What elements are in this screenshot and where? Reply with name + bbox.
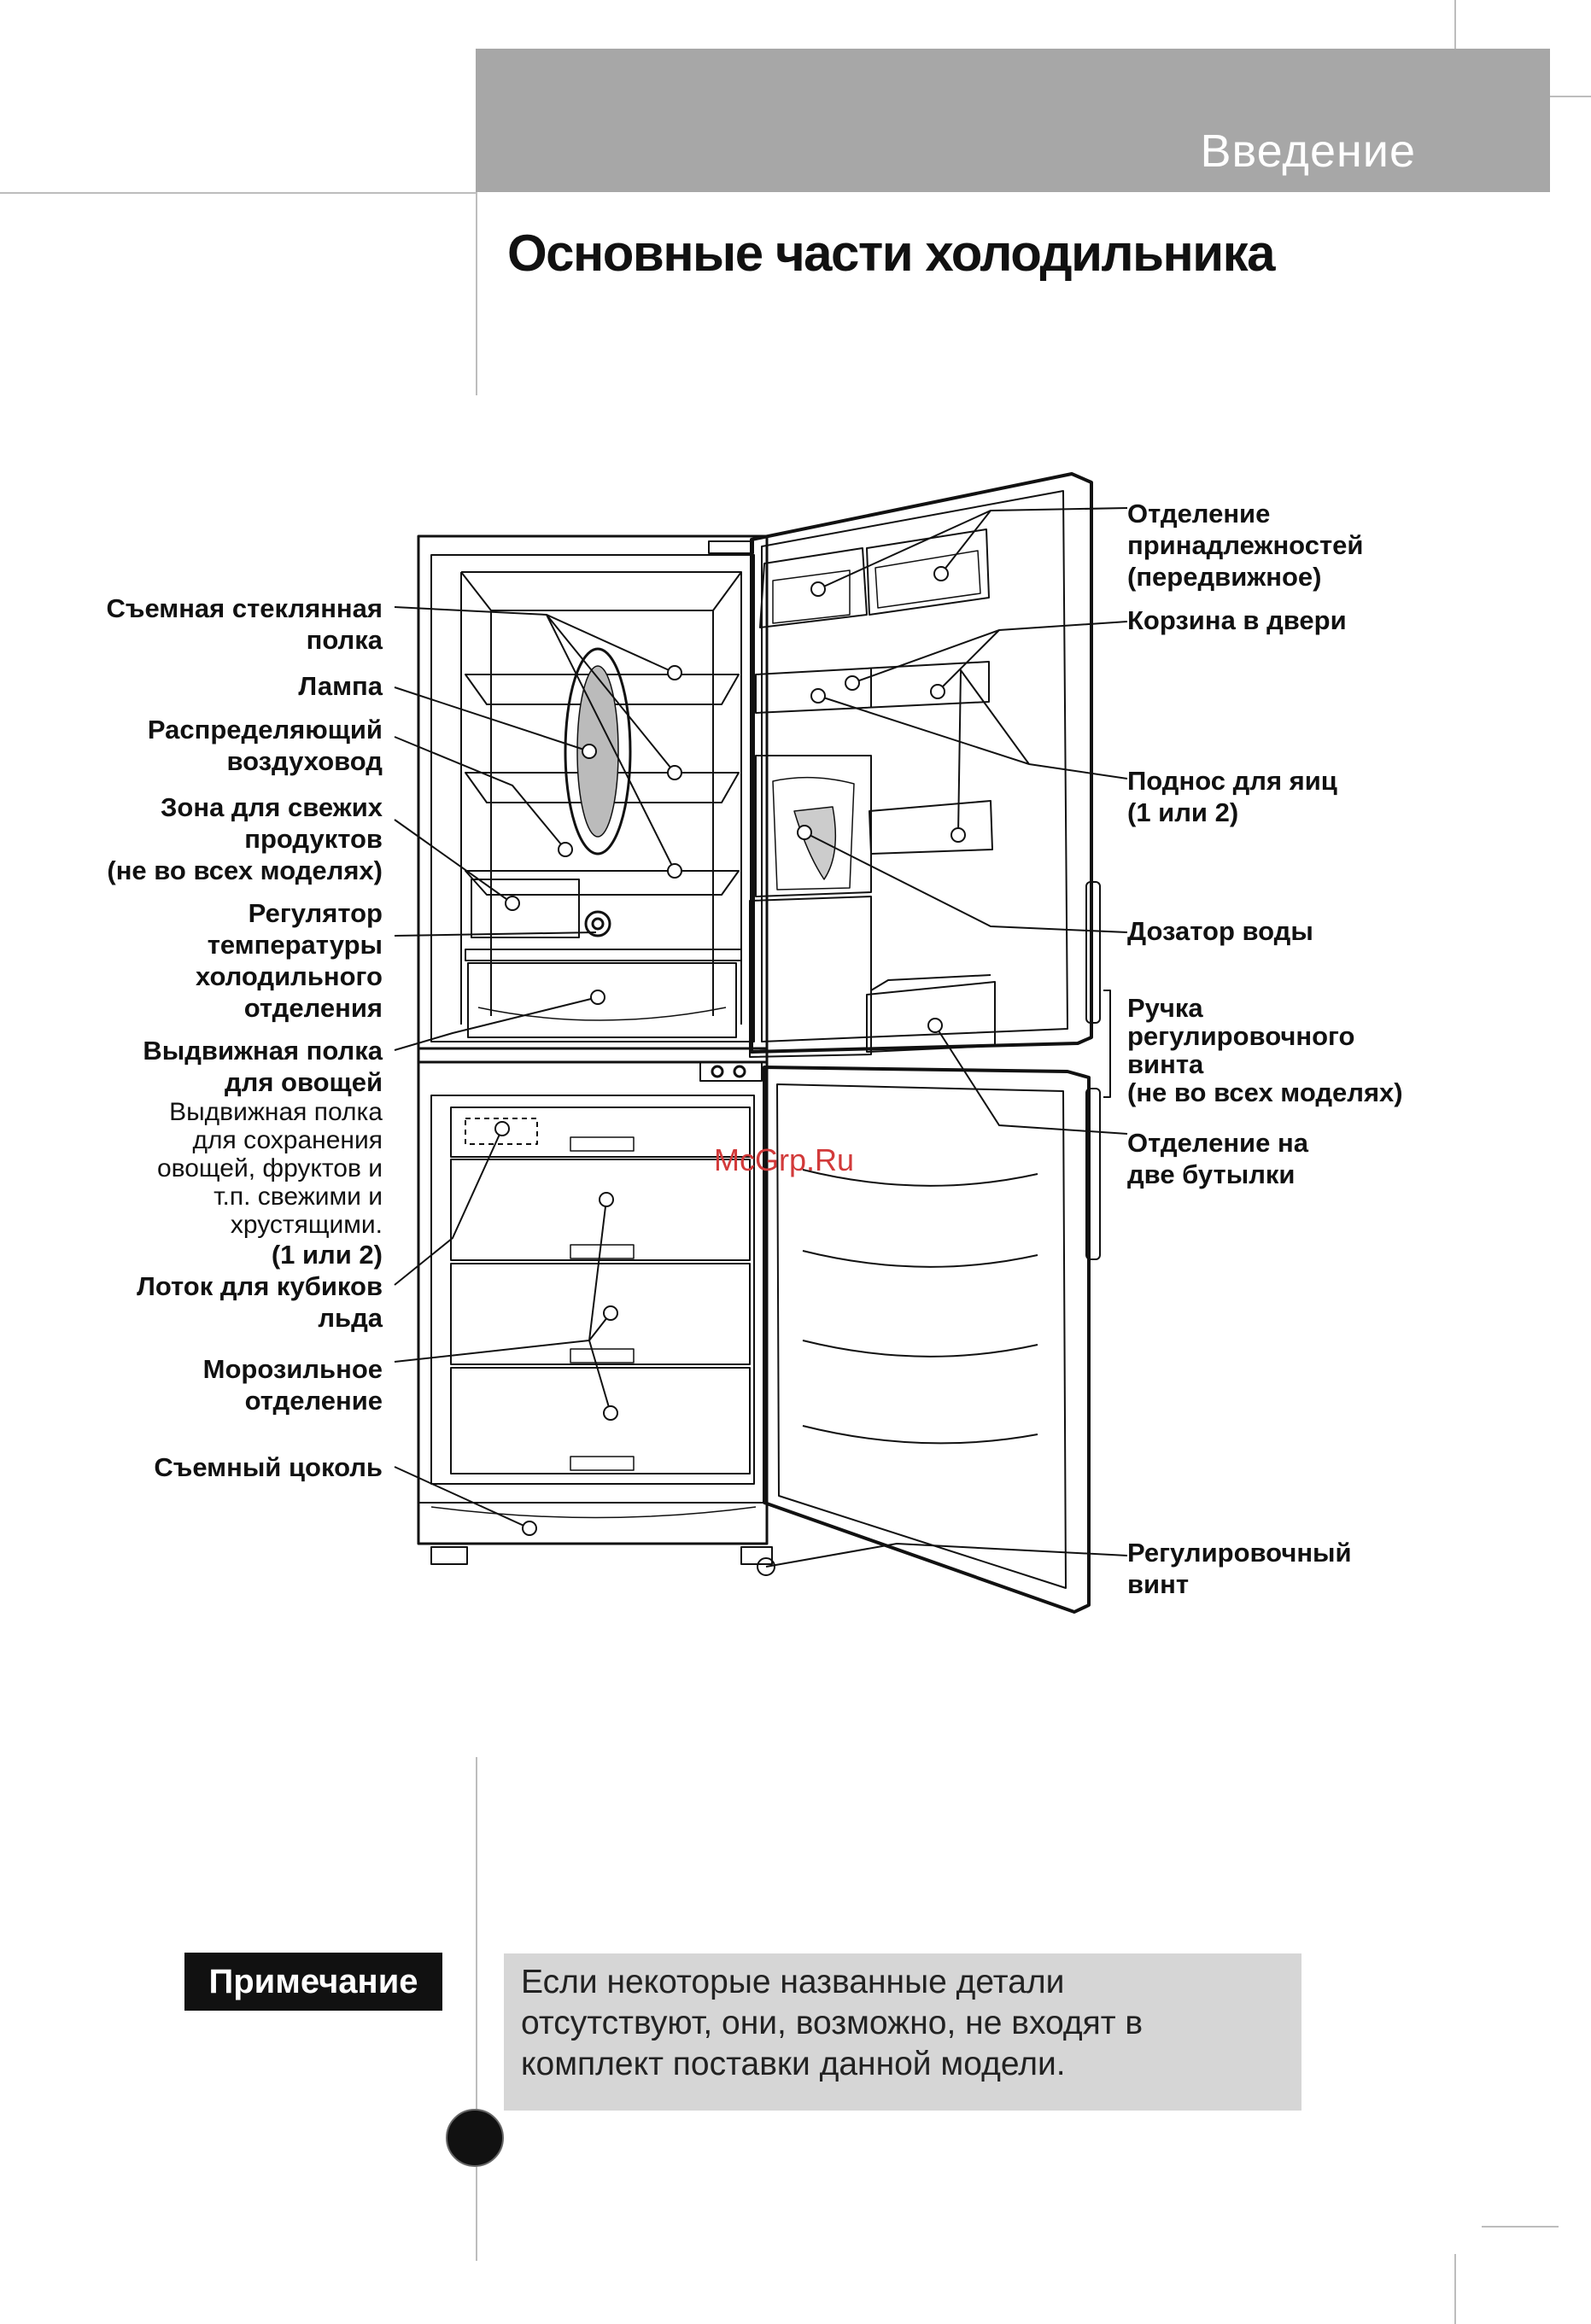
label-fresh-zone: Зона для свежих продуктов (не во всех моделях) bbox=[107, 792, 383, 885]
label-ice-tray: Лоток для кубиков льда bbox=[137, 1271, 383, 1333]
note-badge: Примечание bbox=[184, 1953, 442, 2011]
label-bottle-compartment: Отделение на две бутылки bbox=[1127, 1128, 1308, 1189]
page-marker-dot bbox=[446, 2109, 504, 2167]
freezer-compartment bbox=[431, 1095, 754, 1484]
plinth bbox=[418, 1503, 767, 1544]
label-lamp: Лампа bbox=[298, 671, 383, 701]
label-door-basket: Корзина в двери bbox=[1127, 605, 1347, 635]
label-plinth: Съемный цоколь bbox=[154, 1452, 383, 1482]
page-title: Основные части холодильника bbox=[507, 225, 1275, 282]
egg-tray bbox=[869, 801, 992, 854]
label-temp-regulator: Регулятор температуры холодильного отделения bbox=[195, 898, 383, 1023]
label-water-dispenser: Дозатор воды bbox=[1127, 916, 1313, 946]
accessory-compartment bbox=[760, 529, 989, 628]
foot bbox=[741, 1547, 772, 1564]
note-text: Если некоторые названные детали отсутствуют, они, возможно, не входят в комплект поставки данной модели. bbox=[521, 1964, 1144, 2082]
label-egg-tray: Поднос для яиц (1 или 2) bbox=[1127, 766, 1337, 827]
label-freezer: Морозильное отделение bbox=[202, 1354, 383, 1416]
door-basket bbox=[756, 662, 989, 713]
fresh-zone-box bbox=[471, 879, 579, 937]
label-adjusting-screw: Регулировочный винт bbox=[1127, 1538, 1352, 1599]
bottle-compartment bbox=[867, 975, 995, 1052]
label-vegetable-drawer: Выдвижная полка для овощей Выдвижная полка для сохранения овощей, фруктов и т.п. свежими и хрустящими. (1 или 2) bbox=[143, 1036, 383, 1270]
freezer-drawer bbox=[451, 1368, 750, 1474]
label-screw-handle: Ручка регулировочного винта (не во всех моделях) bbox=[1127, 993, 1403, 1107]
section-title: Введение bbox=[1200, 126, 1416, 177]
label-accessory-compartment: Отделение принадлежностей (передвижное) bbox=[1127, 499, 1364, 592]
foot bbox=[431, 1547, 467, 1564]
watermark: McGrp.Ru bbox=[714, 1142, 855, 1177]
label-air-duct: Распределяющий воздуховод bbox=[147, 715, 383, 776]
label-glass-shelf: Съемная стеклянная полка bbox=[106, 593, 383, 655]
